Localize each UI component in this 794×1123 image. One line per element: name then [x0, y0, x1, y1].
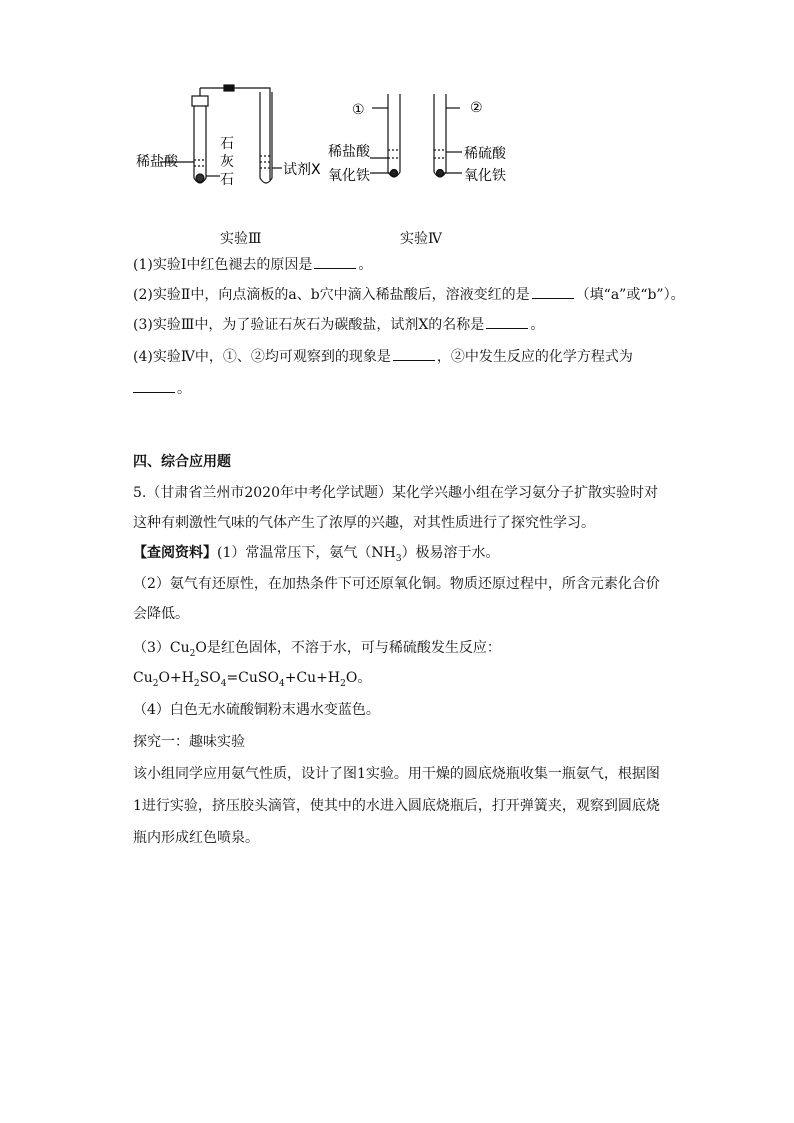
- experiment-figure: [120, 80, 540, 240]
- tube-clip: [224, 85, 234, 91]
- section-heading: 四、综合应用题: [133, 454, 231, 470]
- eq-part: Cu: [133, 670, 153, 686]
- problem-5-line-2: 这种有刺激性气味的气体产生了浓厚的兴趣，对其性质进行了探究性学习。: [133, 515, 595, 531]
- ref3-sub: 2: [189, 648, 196, 659]
- reference-2-cont: 会降低。: [133, 606, 189, 622]
- exp3-caption: 实验Ⅲ: [220, 231, 262, 247]
- eq-sub: 2: [340, 678, 346, 689]
- exp3-label-stone-1: 石: [220, 136, 234, 152]
- q4-answer-blank-2[interactable]: [133, 378, 175, 393]
- q1-end: 。: [358, 257, 373, 273]
- eq-part: =CuSO: [226, 670, 279, 686]
- exp4-tube-1: [388, 94, 400, 177]
- q2-end: （填“a”或“b”）。: [575, 287, 685, 303]
- reference-2: （2）氨气有还原性，在加热条件下可还原氧化铜。物质还原过程中，所含元素化合价: [133, 576, 660, 592]
- stopper: [192, 96, 208, 106]
- exp4-mark-2: ②: [470, 100, 483, 116]
- ref3-a: （3）Cu: [133, 640, 190, 656]
- chemical-equation: [133, 668, 371, 694]
- question-2: [133, 284, 685, 305]
- exp4-apparatus: [370, 94, 462, 177]
- reference-1-end: ）极易溶于水。: [401, 545, 500, 561]
- q3-text: (3)实验Ⅲ中，为了验证石灰石为碳酸盐，试剂X的名称是: [133, 317, 485, 333]
- reference-1-text: (1）常温常压下，氨气（NH: [217, 545, 396, 561]
- reference-4: （4）白色无水硫酸铜粉末遇水变蓝色。: [133, 702, 380, 718]
- q1-answer-blank[interactable]: [314, 254, 356, 269]
- exp4-tube-2: [434, 94, 446, 177]
- reference-label: 【查阅资料】: [133, 545, 217, 561]
- q2-answer-blank[interactable]: [532, 284, 574, 299]
- reference-1: [133, 543, 500, 569]
- q4-text: (4)实验Ⅳ中，①、②均可观察到的现象是: [133, 349, 391, 365]
- q4-end: 。: [177, 381, 191, 397]
- q4-mid: ，②中发生反应的化学方程式为: [436, 349, 633, 365]
- exp3-label-stone-2: 灰: [220, 154, 234, 170]
- q4-answer-blank-1[interactable]: [393, 346, 435, 361]
- eq-sub: 4: [220, 678, 227, 689]
- problem-5-line-1: 5.（甘肃省兰州市2020年中考化学试题）某化学兴趣小组在学习氨分子扩散实验时对: [133, 485, 658, 501]
- exp4-mark-1: ①: [352, 102, 365, 118]
- eq-part: +Cu+H: [284, 670, 341, 686]
- question-4-cont: [133, 378, 191, 399]
- exp4-label-hcl: 稀盐酸: [328, 144, 370, 160]
- explore-1-heading: 探究一：趣味实验: [133, 734, 245, 750]
- eq-part: SO: [199, 670, 221, 686]
- exp3-label-acid: 稀盐酸: [136, 154, 178, 170]
- q2-text: (2)实验Ⅱ中，向点滴板的a、b穴中滴入稀盐酸后，溶液变红的是: [133, 287, 530, 303]
- exp3-label-reagent: 试剂X: [283, 162, 321, 178]
- exp4-caption: 实验Ⅳ: [400, 231, 442, 247]
- eq-sub: 2: [152, 678, 159, 689]
- exp4-label-oxide-1: 氧化铁: [328, 168, 370, 184]
- eq-sub: 2: [193, 678, 200, 689]
- experiment-text-1: 该小组同学应用氨气性质，设计了图1实验。用干燥的圆底烧瓶收集一瓶氨气，根据图: [133, 766, 660, 782]
- exp3-label-stone-3: 石: [220, 172, 234, 188]
- question-1: [133, 254, 372, 275]
- q3-end: 。: [530, 317, 545, 333]
- exp4-label-oxide-2: 氧化铁: [464, 168, 506, 184]
- ref3-b: O是红色固体，不溶于水，可与稀硫酸发生反应：: [195, 640, 501, 656]
- question-4: [133, 346, 633, 367]
- question-3: [133, 314, 544, 335]
- q1-text: (1)实验Ⅰ中红色褪去的原因是: [133, 257, 313, 273]
- eq-part: O+H: [158, 670, 194, 686]
- exp4-label-h2so4: 稀硫酸: [464, 146, 506, 162]
- q3-answer-blank[interactable]: [486, 314, 528, 329]
- nh3-subscript: 3: [395, 553, 402, 564]
- exp3-tube-left: [194, 106, 206, 183]
- reference-3: [133, 638, 501, 664]
- eq-sub: 4: [278, 678, 285, 689]
- experiment-text-2: 1进行实验，挤压胶头滴管，使其中的水进入圆底烧瓶后，打开弹簧夹，观察到圆底烧: [133, 798, 660, 814]
- experiment-text-3: 瓶内形成红色喷泉。: [133, 830, 259, 846]
- eq-part: O。: [345, 670, 372, 686]
